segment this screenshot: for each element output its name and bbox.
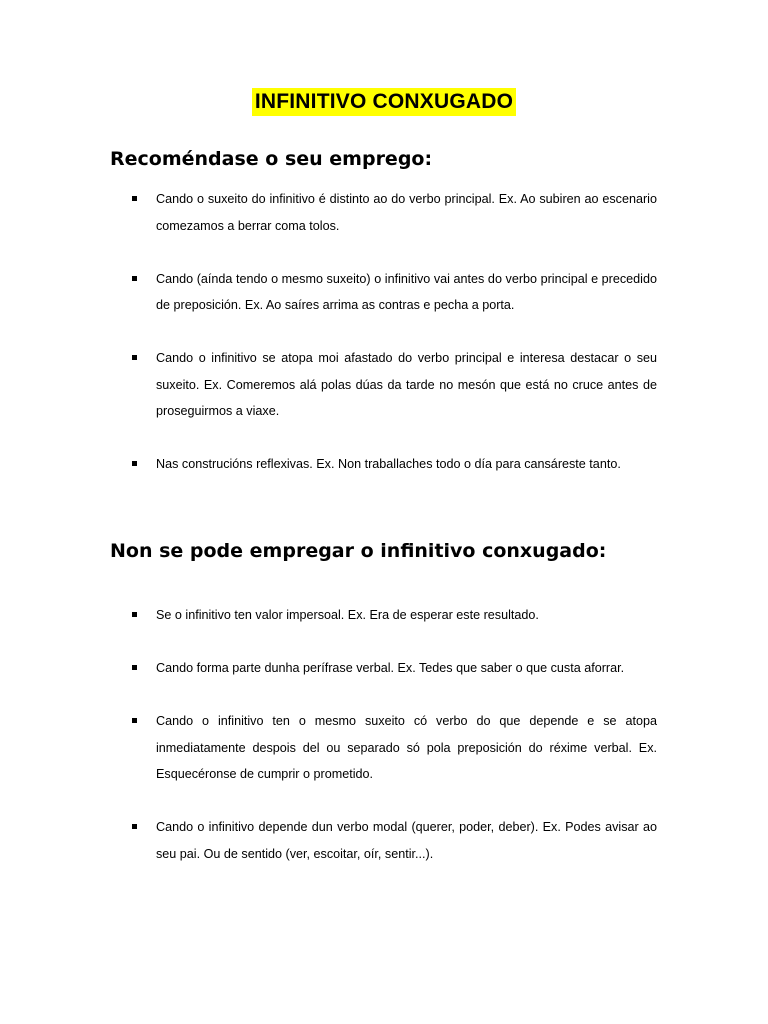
list-item xyxy=(0,708,657,788)
bullet-icon xyxy=(132,355,137,360)
list-item-text: Cando forma parte dunha perífrase verbal. Ex. Tedes que saber o que custa aforrar. xyxy=(156,661,625,675)
bullet-icon xyxy=(132,612,137,617)
list-item xyxy=(0,814,657,867)
list-item-text: Cando (aínda tendo o mesmo suxeito) o infinitivo vai antes do verbo principal e precedido de preposición. Ex. Ao saíres arrima as contras e pecha a porta. xyxy=(156,271,657,312)
list-item xyxy=(0,186,657,239)
list-item-text: Cando o infinitivo ten o mesmo suxeito có verbo do que depende e se atopa inmediatamente despois del ou separado só pola preposición do réxime verbal. Ex. Esquecéronse de cumprir o prometido. xyxy=(156,714,657,781)
recommended-use-list xyxy=(0,186,768,478)
list-item-text: Cando o infinitivo depende dun verbo modal (querer, poder, deber). Ex. Podes avisar ao seu pai. Ou de sentido (ver, escoitar, oír, sentir...). xyxy=(156,820,657,861)
bullet-icon xyxy=(132,824,137,829)
bullet-icon xyxy=(132,718,137,723)
list-item-text: Se o infinitivo ten valor impersoal. Ex. Era de esperar este resultado. xyxy=(156,608,539,622)
section-heading-recommended-use: Recoméndase o seu emprego: xyxy=(110,148,433,170)
list-item xyxy=(0,602,657,629)
bullet-icon xyxy=(132,665,137,670)
bullet-icon xyxy=(132,461,137,466)
not-allowed-list xyxy=(0,602,768,867)
list-item xyxy=(0,451,657,478)
section-heading-not-allowed: Non se pode empregar o infinitivo conxugado: xyxy=(110,540,607,562)
list-item-text: Nas construcións reflexivas. Ex. Non traballaches todo o día para cansáreste tanto. xyxy=(156,457,621,471)
list-item-text: Cando o infinitivo se atopa moi afastado do verbo principal e interesa destacar o seu suxeito. Ex. Comeremos alá polas dúas da tarde no mesón que está no cruce antes de proseguirmos a viaxe. xyxy=(156,351,657,418)
list-item xyxy=(0,655,657,682)
list-item-text: Cando o suxeito do infinitivo é distinto ao do verbo principal. Ex. Ao subiren ao escenario comezamos a berrar coma tolos. xyxy=(156,192,657,233)
document-title: INFINITIVO CONXUGADO xyxy=(252,88,516,116)
list-item xyxy=(0,266,657,319)
bullet-icon xyxy=(132,276,137,281)
title-container xyxy=(0,88,768,116)
bullet-icon xyxy=(132,196,137,201)
list-item xyxy=(0,345,657,425)
